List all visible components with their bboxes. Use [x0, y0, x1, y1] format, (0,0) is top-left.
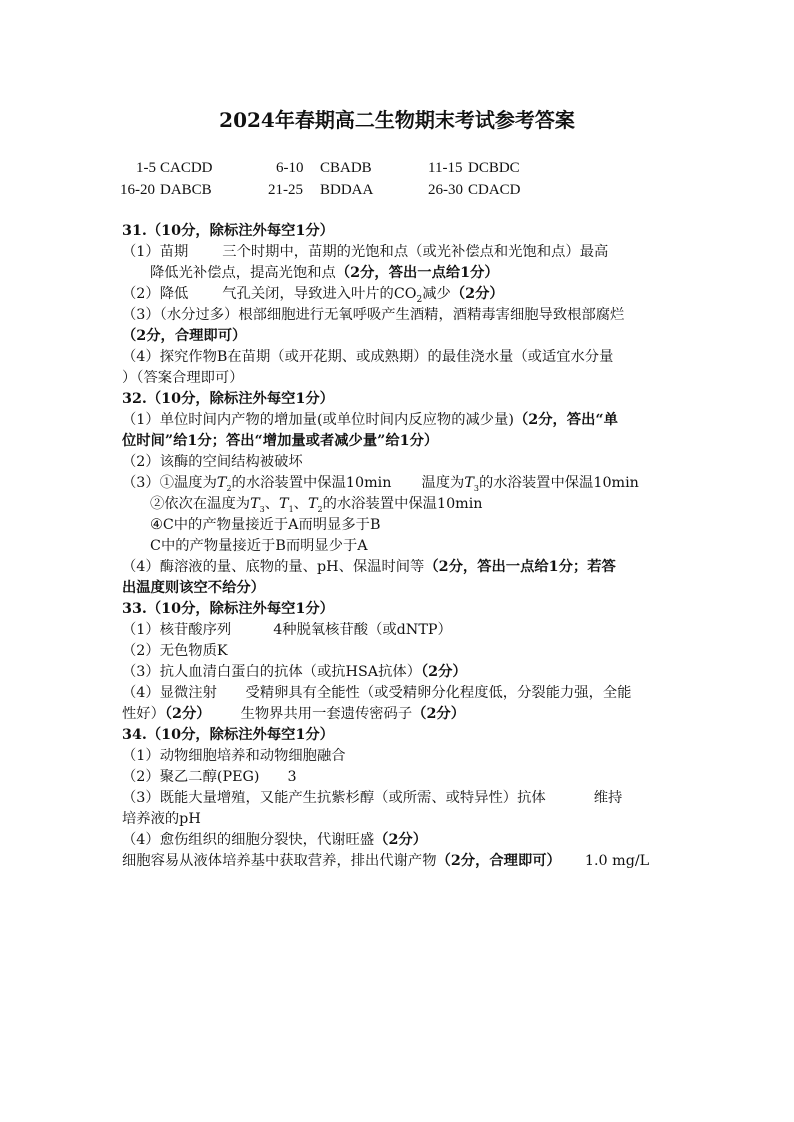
q32-answer-3c: ④C中的产物量接近于A而明显多于B — [150, 517, 381, 533]
q32-answer-1-cont: 位时间”给1分；答出“增加量或者减少量”给1分） — [122, 433, 439, 449]
q33-1-blank2: 4种脱氧核苷酸（或dNTP） — [273, 622, 452, 638]
q32-answer-1 — [122, 410, 618, 430]
q34-answer-3-cont: 培养液的pH — [122, 811, 201, 827]
choice-answers: DCBDC — [468, 160, 520, 176]
q34-2-blank1: （2）聚乙二醇(PEG) — [122, 769, 260, 785]
q32-3-text: 的水浴装置中保温10min — [478, 475, 639, 491]
q34-answer-2 — [122, 767, 297, 787]
q31-answer-1-cont — [150, 263, 499, 283]
q31-1-blank1: （1）苗期 — [122, 244, 189, 260]
co2-subscript: 2 — [416, 294, 423, 305]
temp-subscript: 2 — [317, 504, 323, 514]
q34-answer-1: （1）动物细胞培养和动物细胞融合 — [122, 748, 346, 764]
q32-1-score: （2分，答出“单 — [513, 412, 618, 428]
q32-answer-2: （2）该酶的空间结构被破坏 — [122, 454, 303, 470]
q34-header: 34.（10分，除标注外每空1分） — [122, 727, 334, 743]
temp-symbol: T — [250, 496, 260, 512]
q31-2-blank1: （2）降低 — [122, 286, 189, 302]
q32-3-text: 温度为 — [421, 475, 465, 491]
q34-4-score: （2分） — [374, 832, 427, 848]
q32-3-text: （3）①温度为 — [122, 475, 217, 491]
q31-answer-3: （3）（水分过多）根部细胞进行无氧呼吸产生酒精，酒精毒害细胞导致根部腐烂 — [122, 307, 625, 323]
q34-answer-4 — [122, 830, 427, 850]
temp-subscript: 2 — [226, 483, 232, 493]
q33-4-blank: 生物界共用一套遗传密码子 — [240, 706, 413, 722]
q32-3-text: 的水浴装置中保温10min — [231, 475, 392, 491]
temp-symbol: T — [216, 475, 227, 491]
q34-4b-score: （2分，合理即可） — [436, 853, 561, 869]
q31-2-blank2: 气孔关闭，导致进入叶片的CO — [222, 286, 417, 302]
q31-answer-4-cont: ）（答案合理即可） — [122, 370, 244, 386]
q33-4-score: （2分） — [164, 706, 211, 722]
q34-answer-3 — [122, 788, 622, 808]
q34-2-blank2: 3 — [287, 769, 297, 785]
choice-range: 11-15 — [428, 160, 463, 176]
choice-range: 6-10 — [276, 160, 304, 176]
q31-2-blank2-end: 减少 — [422, 286, 451, 302]
q31-answer-3-score: （2分，合理即可） — [122, 328, 247, 344]
q33-3-score: （2分） — [421, 664, 467, 680]
q34-3-blank1: （3）既能大量增殖，又能产生抗紫杉醇（或所需、或特异性）抗体 — [122, 790, 546, 806]
separator: 、 — [264, 496, 280, 512]
q32-answer-3d: C中的产物量接近于B而明显少于A — [150, 538, 368, 554]
page-title: 2024年春期高二生物期末考试参考答案 — [219, 108, 575, 132]
q33-answer-2: （2）无色物质K — [122, 643, 228, 659]
q33-answer-3 — [122, 662, 467, 682]
q34-4b-text: 细胞容易从液体培养基中获取营养，排出代谢产物 — [122, 853, 437, 869]
choice-range: 21-25 — [268, 182, 303, 198]
q33-header: 33.（10分，除标注外每空1分） — [122, 601, 334, 617]
temp-subscript: 3 — [473, 483, 479, 493]
separator: 、 — [293, 496, 308, 512]
choice-range: 16-20 — [120, 182, 155, 198]
q31-answer-1 — [122, 242, 608, 262]
q31-1-score: （2分，答出一点给1分） — [335, 265, 499, 281]
q34-4c-blank: 1.0 mg/L — [584, 853, 650, 869]
choice-answers: CBADB — [320, 160, 372, 176]
q33-3-text: （3）抗人血清白蛋白的抗体（或抗HSA抗体） — [122, 664, 422, 680]
q31-1-text: 降低光补偿点，提高光饱和点 — [150, 265, 336, 281]
choice-answers: CACDD — [160, 160, 213, 176]
temp-symbol: T — [307, 496, 318, 512]
q33-answer-1 — [122, 620, 452, 640]
q31-1-blank2: 三个时期中，苗期的光饱和点（或光补偿点和光饱和点）最高 — [222, 244, 609, 260]
q32-answer-4 — [122, 557, 616, 577]
q32-header: 32.（10分，除标注外每空1分） — [122, 391, 334, 407]
q31-2-score: （2分） — [450, 286, 504, 302]
q31-answer-4: （4）探究作物B在苗期（或开花期、或成熟期）的最佳浇水量（或适宜水分量 — [122, 349, 614, 365]
q33-4-text: 性好） — [122, 706, 165, 722]
q34-4-text: （4）愈伤组织的细胞分裂快，代谢旺盛 — [122, 832, 375, 848]
temp-subscript: 3 — [259, 504, 265, 514]
q31-header: 31.（10分，除标注外每空1分） — [122, 223, 334, 239]
temp-symbol: T — [464, 475, 474, 491]
q32-1-text: （1）单位时间内产物的增加量(或单位时间内反应物的减少量) — [122, 412, 514, 428]
choice-answers: DABCB — [160, 182, 212, 198]
q32-3b-text: ②依次在温度为 — [150, 496, 251, 512]
q32-4-text: （4）酶溶液的量、底物的量、pH、保温时间等 — [122, 559, 425, 575]
q32-3b-text: 的水浴装置中保温10min — [322, 496, 483, 512]
temp-subscript: 1 — [288, 504, 294, 514]
q34-answer-4-cont — [122, 851, 649, 871]
q33-1-blank1: （1）核苷酸序列 — [122, 622, 232, 638]
q32-4-score: （2分，答出一点给1分；若答 — [424, 559, 616, 575]
choice-range: 1-5 — [136, 160, 156, 176]
q33-4-score2: （2分） — [412, 706, 465, 722]
temp-symbol: T — [279, 496, 289, 512]
choice-range: 26-30 — [428, 182, 463, 198]
choice-answers: CDACD — [468, 182, 521, 198]
q33-answer-4-cont — [122, 704, 465, 724]
q34-3-blank2: 维持 — [593, 790, 623, 806]
choice-answers: BDDAA — [320, 182, 374, 198]
q32-answer-4-cont: 出温度则该空不给分） — [122, 580, 265, 596]
q33-answer-4: （4）显微注射 受精卵具有全能性（或受精卵分化程度低，分裂能力强，全能 — [122, 685, 632, 701]
